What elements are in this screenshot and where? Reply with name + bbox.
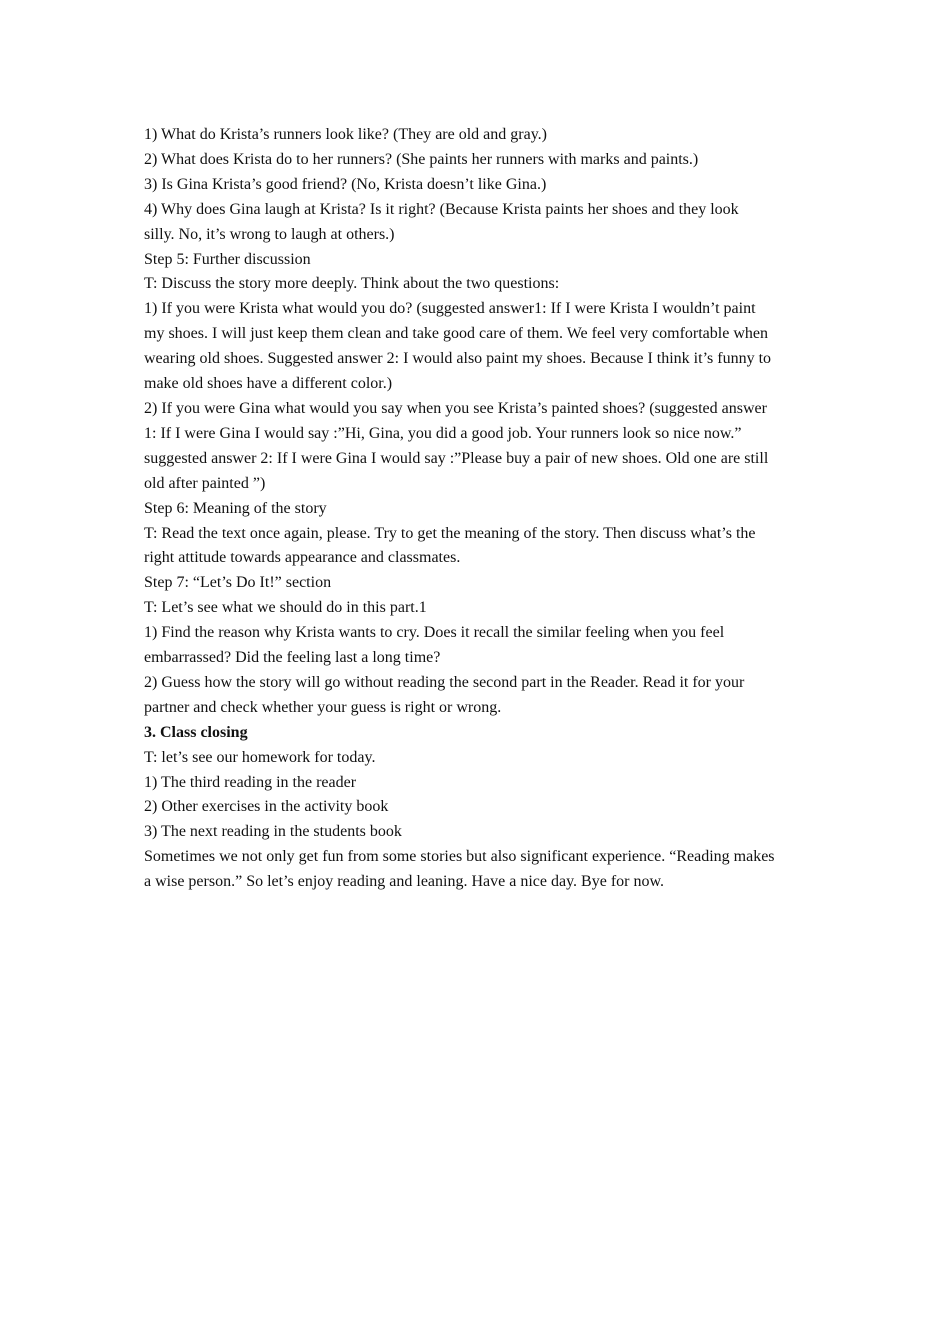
discussion-2-cont-c: old after painted ”) <box>144 474 266 492</box>
question-2: 2) What does Krista do to her runners? (She paints her runners with marks and paints.) <box>144 150 699 168</box>
discussion-1: 1) If you were Krista what would you do? (suggested answer1: If I were Krista I wouldn’t paint <box>144 300 756 318</box>
discussion-2: 2) If you were Gina what would you say when you see Krista’s painted shoes? (suggested answer <box>144 399 767 417</box>
task-2-cont: partner and check whether your guess is right or wrong. <box>144 698 502 716</box>
task-2: 2) Guess how the story will go without reading the second part in the Reader. Read it for your <box>144 673 745 691</box>
step-6-instruction-cont: right attitude towards appearance and classmates. <box>144 549 461 567</box>
step-6-instruction: T: Read the text once again, please. Try to get the meaning of the story. Then discuss what’s the <box>144 524 756 542</box>
step-5-instruction: T: Discuss the story more deeply. Think about the two questions: <box>144 275 560 293</box>
homework-intro: T: let’s see our homework for today. <box>144 748 376 766</box>
step-7-heading: Step 7: “Let’s Do It!” section <box>144 574 332 592</box>
question-1: 1) What do Krista’s runners look like? (They are old and gray.) <box>144 126 547 143</box>
task-1-cont: embarrassed? Did the feeling last a long time? <box>144 649 441 667</box>
class-closing-heading: 3. Class closing <box>144 723 248 741</box>
homework-3: 3) The next reading in the students book <box>144 823 402 841</box>
discussion-1-cont-b: wearing old shoes. Suggested answer 2: I would also paint my shoes. Because I think it’s funny to <box>144 350 772 368</box>
discussion-1-cont-a: my shoes. I will just keep them clean and take good care of them. We feel very comfortable when <box>144 325 768 343</box>
discussion-2-cont-a: 1: If I were Gina I would say :”Hi, Gina, you did a good job. Your runners look so nice now.” <box>144 424 742 442</box>
document-page <box>144 123 809 895</box>
step-5-heading: Step 5: Further discussion <box>144 250 311 268</box>
closing-remark-cont: a wise person.” So let’s enjoy reading and leaning. Have a nice day. Bye for now. <box>144 873 664 891</box>
question-4: 4) Why does Gina laugh at Krista? Is it right? (Because Krista paints her shoes and they look <box>144 200 739 218</box>
discussion-2-cont-b: suggested answer 2: If I were Gina I would say :”Please buy a pair of new shoes. Old one are still <box>144 449 769 467</box>
closing-remark: Sometimes we not only get fun from some stories but also significant experience. “Reading makes <box>144 848 775 866</box>
homework-1: 1) The third reading in the reader <box>144 773 357 791</box>
step-6-heading: Step 6: Meaning of the story <box>144 499 327 517</box>
step-7-instruction: T: Let’s see what we should do in this part.1 <box>144 599 427 617</box>
question-3: 3) Is Gina Krista’s good friend? (No, Krista doesn’t like Gina.) <box>144 175 547 193</box>
homework-2: 2) Other exercises in the activity book <box>144 798 389 816</box>
task-1: 1) Find the reason why Krista wants to cry. Does it recall the similar feeling when you feel <box>144 624 725 642</box>
discussion-1-cont-c: make old shoes have a different color.) <box>144 375 393 393</box>
question-4-cont: silly. No, it’s wrong to laugh at others.) <box>144 225 395 243</box>
